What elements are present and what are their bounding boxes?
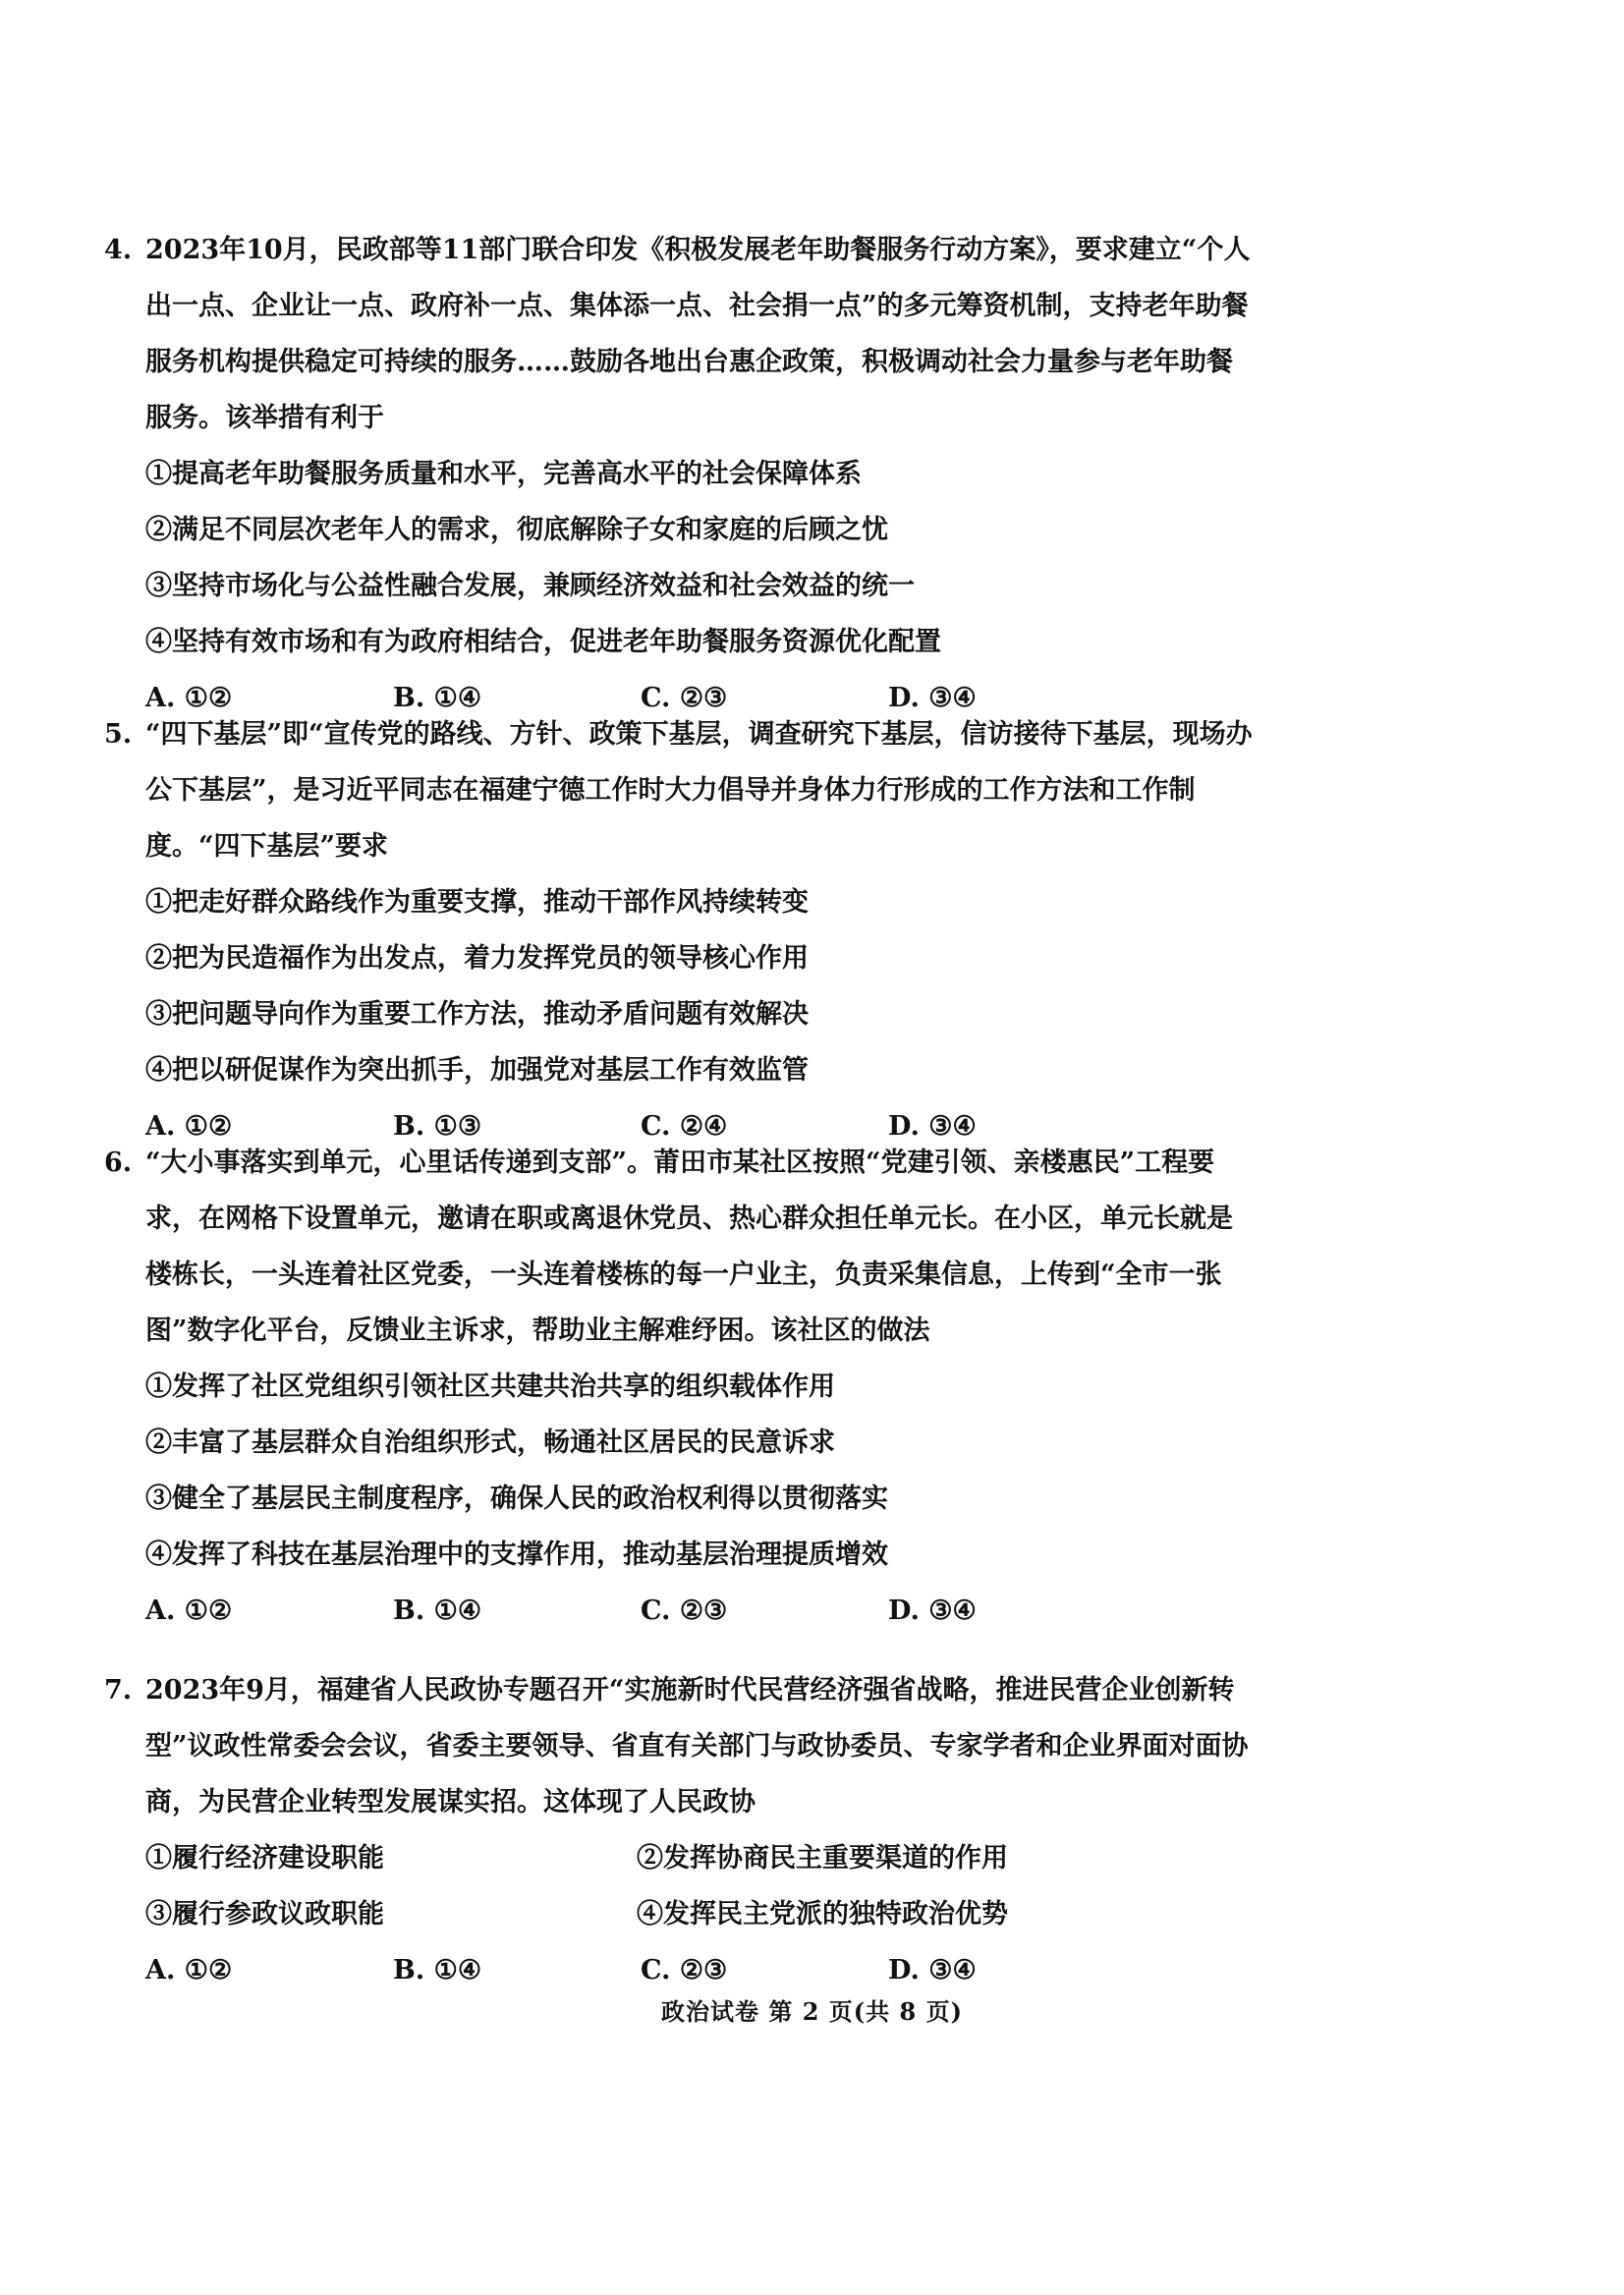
statement-item: ②把为民造福作为出发点，着力发挥党员的领导核心作用 xyxy=(145,943,809,974)
statement-item: ①把走好群众路线作为重要支撑，推动干部作风持续转变 xyxy=(145,887,809,918)
option-c: C. ②④ xyxy=(641,1111,728,1142)
answer-options xyxy=(104,1583,1254,1639)
statement-item: ④坚持有效市场和有为政府相结合，促进老年助餐服务资源优化配置 xyxy=(145,627,941,657)
option-a: A. ①② xyxy=(145,1111,233,1142)
question-number: 6. xyxy=(104,1148,133,1178)
option-c: C. ②③ xyxy=(641,1595,728,1626)
statement-item: ③坚持市场化与公益性融合发展，兼顾经济效益和社会效益的统一 xyxy=(145,571,915,601)
question-number: 7. xyxy=(104,1675,133,1706)
statement-list xyxy=(104,1359,1254,1583)
option-d: D. ③④ xyxy=(888,683,977,713)
question-5 xyxy=(104,706,1254,1154)
statement-item: ①提高老年助餐服务质量和水平，完善高水平的社会保障体系 xyxy=(145,459,862,489)
statement-item: ④发挥民主党派的独特政治优势 xyxy=(637,1899,1008,1930)
question-stem: 2023年9月，福建省人民政协专题召开“实施新时代民营经济强省战略，推进民营企业创新转型”议政性常委会会议，省委主要领导、省直有关部门与政协委员、专家学者和企业界面对面协商，为民营企业转型发展谋实招。这体现了人民政协 xyxy=(145,1675,1249,1818)
option-b: B. ①④ xyxy=(393,1595,482,1626)
statement-item: ④发挥了科技在基层治理中的支撑作用，推动基层治理提质增效 xyxy=(145,1539,888,1570)
option-b: B. ①④ xyxy=(393,1955,482,1986)
question-6 xyxy=(104,1135,1254,1639)
answer-options xyxy=(104,1942,1254,1998)
statement-item: ②丰富了基层群众自治组织形式，畅通社区居民的民意诉求 xyxy=(145,1427,835,1458)
option-b: B. ①④ xyxy=(393,683,482,713)
statement-item: ③健全了基层民主制度程序，确保人民的政治权利得以贯彻落实 xyxy=(145,1483,888,1514)
option-a: A. ①② xyxy=(145,1955,233,1986)
option-b: B. ①③ xyxy=(393,1111,482,1142)
question-stem: “大小事落实到单元，心里话传递到支部”。莆田市某社区按照“党建引领、亲楼惠民”工程要求，在网格下设置单元，邀请在职或离退休党员、热心群众担任单元长。在小区，单元长就是楼栋长，一头连着社区党委，一头连着楼栋的每一户业主，负责采集信息，上传到“全市一张图”数字化平台，反馈业主诉求，帮助业主解难纾困。该社区的做法 xyxy=(145,1148,1233,1346)
option-c: C. ②③ xyxy=(641,683,728,713)
question-7 xyxy=(104,1662,1254,1998)
option-c: C. ②③ xyxy=(641,1955,728,1986)
question-number: 4. xyxy=(104,235,133,265)
question-stem: “四下基层”即“宣传党的路线、方针、政策下基层，调查研究下基层，信访接待下基层，现场办公下基层”，是习近平同志在福建宁德工作时大力倡导并身体力行形成的工作方法和工作制度。“四下基层”要求 xyxy=(145,719,1253,862)
statement-item: ①履行经济建设职能 xyxy=(145,1843,384,1874)
question-number: 5. xyxy=(104,719,133,750)
option-d: D. ③④ xyxy=(888,1111,977,1142)
page-footer: 政治试卷 第 2 页(共 8 页) xyxy=(661,1997,963,2026)
option-d: D. ③④ xyxy=(888,1955,977,1986)
question-4 xyxy=(104,222,1254,726)
statement-item: ③把问题导向作为重要工作方法，推动矛盾问题有效解决 xyxy=(145,999,809,1030)
statement-item: ④把以研促谋作为突出抓手，加强党对基层工作有效监管 xyxy=(145,1055,809,1086)
statement-item: ①发挥了社区党组织引领社区共建共治共享的组织载体作用 xyxy=(145,1371,835,1402)
statement-item: ③履行参政议政职能 xyxy=(145,1899,384,1930)
statement-list xyxy=(104,1830,1254,1942)
option-a: A. ①② xyxy=(145,1595,233,1626)
statement-list xyxy=(104,874,1254,1098)
statement-item: ②满足不同层次老年人的需求，彻底解除子女和家庭的后顾之忧 xyxy=(145,515,888,545)
question-stem: 2023年10月，民政部等11部门联合印发《积极发展老年助餐服务行动方案》，要求建立“个人出一点、企业让一点、政府补一点、集体添一点、社会捐一点”的多元筹资机制，支持老年助餐服务机构提供稳定可持续的服务……鼓励各地出台惠企政策，积极调动社会力量参与老年助餐服务。该举措有利于 xyxy=(145,235,1251,433)
option-a: A. ①② xyxy=(145,683,233,713)
option-d: D. ③④ xyxy=(888,1595,977,1626)
statement-list xyxy=(104,446,1254,670)
statement-item: ②发挥协商民主重要渠道的作用 xyxy=(637,1843,1008,1874)
